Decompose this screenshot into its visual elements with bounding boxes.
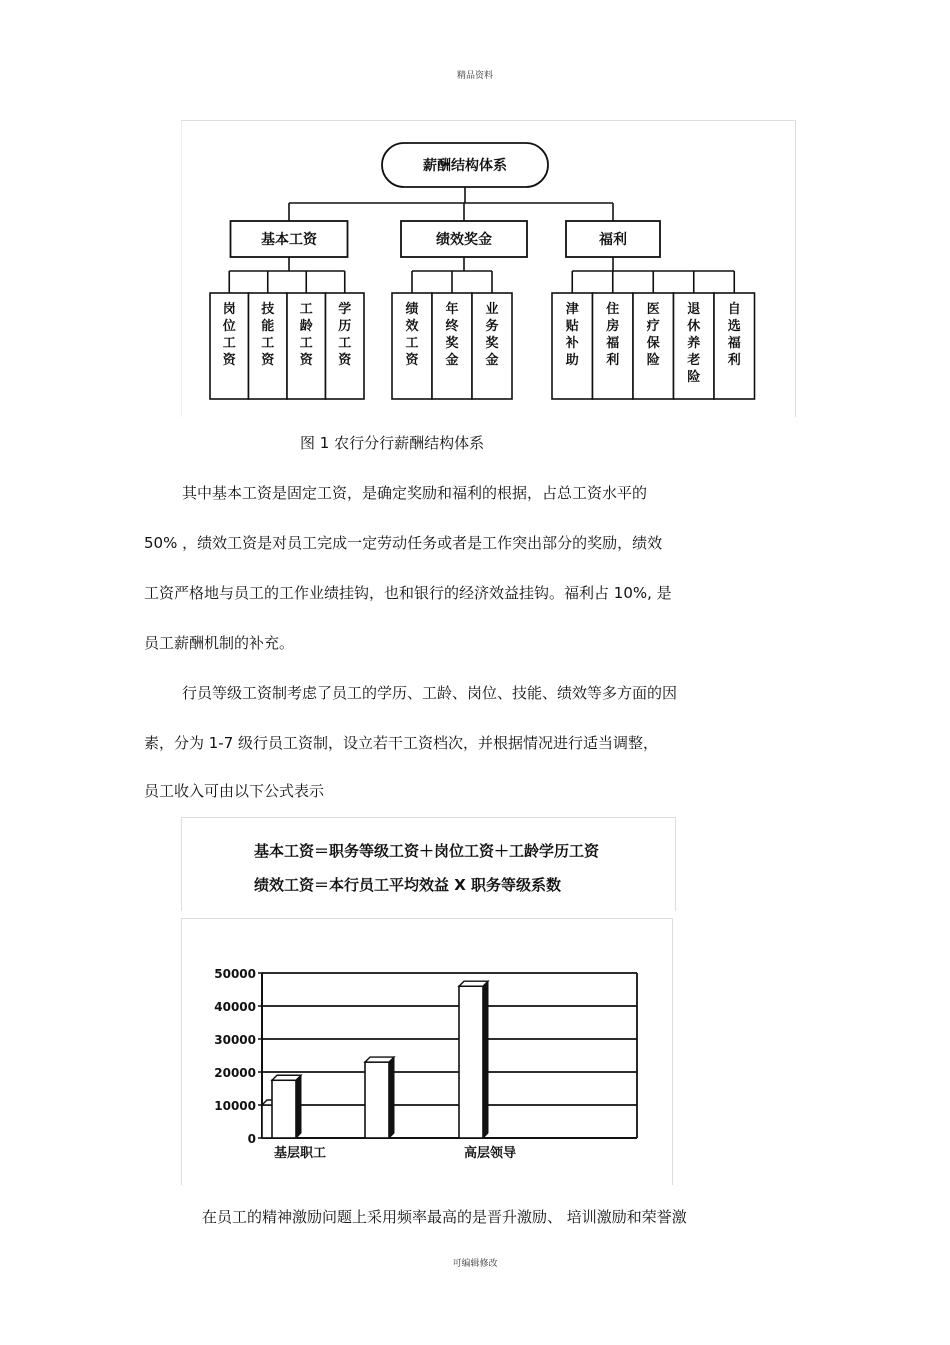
org-leaf-label-char: 工 [299, 302, 313, 317]
org-leaf-label-char: 贴 [565, 319, 579, 334]
org-leaf-label-char: 休 [687, 319, 701, 334]
org-leaf-label-char: 工 [405, 336, 419, 351]
formula-box [181, 817, 676, 911]
org-leaf-label-char: 选 [727, 319, 741, 334]
chart-bar-side [483, 981, 488, 1138]
org-leaf-label-char: 龄 [299, 319, 313, 334]
org-leaf-label-char: 工 [338, 336, 352, 351]
chart-bar [272, 1075, 301, 1138]
chart-y-tick-label: 20000 [214, 1066, 256, 1080]
chart-bar-side [389, 1057, 394, 1138]
org-leaf-label-char: 年 [445, 302, 459, 317]
org-leaf-label-char: 资 [338, 353, 352, 368]
org-leaf-label-char: 医 [646, 302, 660, 317]
chart-bar-side [296, 1075, 301, 1138]
chart-bar-front [365, 1062, 389, 1138]
org-leaf-label-char: 金 [445, 353, 459, 368]
org-leaf-label-char: 房 [606, 319, 620, 334]
org-leaf-label-char: 利 [606, 353, 620, 368]
paragraph-line: 其中基本工资是固定工资，是确定奖励和福利的根据，占总工资水平的 [182, 484, 648, 502]
org-leaf-label-char: 技 [261, 302, 275, 317]
org-leaf-label-char: 利 [727, 353, 741, 368]
org-leaf-label-char: 养 [687, 336, 701, 351]
org-leaf-label-char: 住 [606, 302, 620, 317]
page-footer: 可编辑修改 [452, 1259, 498, 1269]
chart-x-category-label: 基层职工 [273, 1146, 327, 1161]
org-chart-figure [181, 120, 796, 417]
org-group-label: 绩效奖金 [436, 232, 492, 248]
org-leaf-label-char: 奖 [485, 336, 499, 351]
chart-bar [459, 981, 488, 1138]
org-leaf-label-char: 岗 [222, 302, 236, 317]
org-leaf-label-char: 资 [299, 353, 313, 368]
chart-y-tick-label: 30000 [214, 1033, 256, 1047]
org-leaf-label-char: 工 [299, 336, 313, 351]
org-leaf-label-char: 能 [261, 319, 275, 334]
chart-y-tick-label: 40000 [214, 1000, 256, 1014]
org-leaf-label-char: 津 [565, 302, 579, 317]
formula-performance-salary: 绩效工资＝本行员工平均效益 X 职务等级系数 [254, 876, 562, 894]
figure-caption: 图 1 农行分行薪酬结构体系 [300, 434, 485, 452]
chart-bar-front [272, 1080, 296, 1138]
chart-svg [182, 919, 672, 1185]
chart-x-category-label: 高层领导 [463, 1146, 517, 1161]
org-leaf-label-char: 自 [727, 302, 741, 317]
org-leaf-label-char: 金 [485, 353, 499, 368]
org-leaf-label-char: 终 [445, 319, 459, 334]
chart-y-tick-label: 0 [247, 1132, 256, 1146]
org-leaf-label-char: 务 [485, 319, 499, 334]
org-leaf-label-char: 福 [727, 336, 741, 351]
chart-bar-front [459, 986, 483, 1138]
org-chart-svg [182, 121, 795, 417]
org-leaf-label-char: 奖 [445, 336, 459, 351]
org-leaf-label-char: 老 [687, 353, 701, 368]
org-group-label: 福利 [599, 232, 627, 248]
paragraph-line: 素，分为 1-7 级行员工资制，设立若干工资档次，并根据情况进行适当调整， [144, 734, 659, 752]
org-leaf-label-char: 补 [565, 336, 579, 351]
chart-bar [365, 1057, 394, 1138]
org-leaf-label-char: 工 [222, 336, 236, 351]
paragraph-line: 工资严格地与员工的工作业绩挂钩，也和银行的经济效益挂钩。福利占 10%, 是 [144, 584, 672, 602]
org-leaf-label-char: 险 [687, 370, 701, 385]
paragraph-line: 员工薪酬机制的补充。 [144, 634, 295, 652]
org-leaf-label-char: 资 [222, 353, 236, 368]
paragraph-line: 员工收入可由以下公式表示 [144, 782, 325, 800]
chart-y-tick-label: 50000 [214, 967, 256, 981]
page-header: 精品资料 [456, 71, 493, 81]
org-group-label: 基本工资 [261, 232, 317, 248]
formula-basic-salary: 基本工资＝职务等级工资＋岗位工资＋工龄学历工资 [254, 842, 600, 860]
org-leaf-label-char: 疗 [646, 319, 660, 334]
org-leaf-label-char: 险 [646, 353, 660, 368]
paragraph-line: 50% ，绩效工资是对员工完成一定劳动任务或者是工作突出部分的奖励，绩效 [144, 534, 663, 552]
org-leaf-label-char: 福 [606, 336, 620, 351]
salary-bar-chart [181, 918, 673, 1185]
org-leaf-label-char: 保 [646, 336, 660, 351]
org-leaf-label-char: 历 [338, 319, 352, 334]
paragraph-line: 行员等级工资制考虑了员工的学历、工龄、岗位、技能、绩效等多方面的因 [182, 684, 678, 702]
org-leaf-label-char: 业 [485, 302, 499, 317]
org-leaf-label-char: 退 [687, 302, 701, 317]
org-leaf-label-char: 资 [405, 353, 419, 368]
org-leaf-label-char: 工 [261, 336, 275, 351]
org-leaf-label-char: 资 [261, 353, 275, 368]
org-leaf-label-char: 效 [405, 319, 419, 334]
org-leaf-label-char: 位 [222, 319, 236, 334]
org-leaf-label-char: 学 [338, 302, 352, 317]
org-leaf-label-char: 绩 [405, 302, 419, 317]
chart-y-tick-label: 10000 [214, 1099, 256, 1113]
org-root-label: 薪酬结构体系 [423, 158, 507, 174]
paragraph-line: 在员工的精神激励问题上采用频率最高的是晋升激励、 培训激励和荣誉激 [202, 1208, 687, 1226]
org-leaf-label-char: 助 [565, 353, 579, 368]
